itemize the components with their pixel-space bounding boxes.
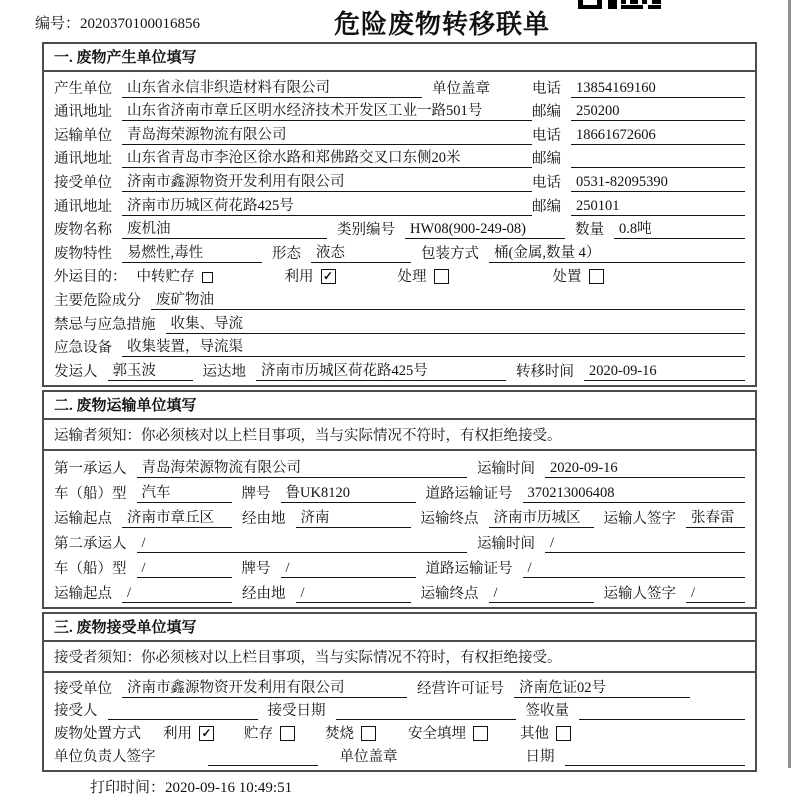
- form-row: [54, 720, 745, 743]
- via-label: 经由地: [242, 585, 286, 602]
- form-row: [54, 263, 745, 287]
- destination-label: 运达地: [202, 363, 246, 380]
- first-plate-number-value: 鲁UK8120: [281, 481, 416, 503]
- endpoint-label: 运输终点: [420, 510, 479, 527]
- quantity-label: 数量: [575, 222, 604, 239]
- plate-number-label: 牌号: [241, 485, 271, 502]
- print-time-value: 2020-09-16 10:49:51: [165, 779, 293, 796]
- checkbox-treat: [434, 269, 449, 284]
- first-endpoint-value: 济南市历城区: [489, 506, 594, 528]
- section3-rows: [44, 673, 755, 770]
- packing-label: 包装方式: [421, 245, 479, 262]
- second-origin-value: /: [122, 585, 232, 603]
- disposal-option-label: 贮存: [244, 726, 273, 743]
- purpose-label: 外运目的：: [54, 269, 127, 286]
- license-label: 经营许可证号: [417, 680, 504, 697]
- checkbox-dispose: [589, 269, 604, 284]
- disposal-option-other: [520, 722, 571, 743]
- form-row: [54, 553, 745, 578]
- road-permit-label: 道路运输证号: [425, 560, 513, 577]
- vehicle-type-label: 车（船）型: [54, 485, 127, 502]
- section1-rows: [44, 72, 755, 385]
- receive-date-value: [336, 702, 516, 720]
- first-transport-time-value: 2020-09-16: [545, 460, 745, 478]
- waste-name-value: 废机油: [122, 217, 327, 239]
- checkbox-transfer-storage: [202, 272, 213, 283]
- consignor-value: 郭玉波: [108, 359, 193, 381]
- purpose-option-dispose: [553, 265, 604, 286]
- section2-heading: 二. 废物运输单位填写: [44, 392, 755, 420]
- equipment-label: 应急设备: [54, 340, 112, 357]
- receiver-address-value: 济南市历城区荷花路425号: [122, 194, 532, 216]
- via-label: 经由地: [242, 510, 286, 527]
- transporter-notice: 运输者须知：你必须核对以上栏目事项，当与实际情况不符时，有权拒绝接受。: [44, 420, 755, 451]
- phone-label: 电话: [532, 174, 561, 191]
- responsible-sign-label: 单位负责人签字: [54, 748, 156, 765]
- producer-zip-value: 250200: [571, 103, 745, 121]
- document-number: [35, 12, 200, 33]
- print-time-label: 打印时间：: [90, 779, 166, 796]
- category-value: HW08(900-249-08): [405, 221, 565, 239]
- carrier-sign-label: 运输人签字: [603, 585, 676, 602]
- transport-time-label: 运输时间: [477, 460, 535, 477]
- form-row: [54, 675, 745, 698]
- transporter-phone-value: 18661672606: [571, 127, 745, 145]
- qr-code-fragment: [578, 0, 663, 10]
- checkbox-disposal-landfill: [473, 726, 488, 741]
- transfer-time-label: 转移时间: [516, 363, 574, 380]
- form-body: [42, 42, 757, 797]
- checkbox-utilize: ✓: [321, 269, 336, 284]
- transport-time-label: 运输时间: [477, 535, 535, 552]
- form-row: [54, 528, 745, 553]
- producer-value: 山东省永信非织造材料有限公司: [122, 76, 422, 98]
- purpose-option-label: 处置: [552, 269, 582, 286]
- form-row: [54, 286, 745, 310]
- phone-label: 电话: [532, 127, 561, 144]
- document-number-value: 2020370100016856: [80, 16, 201, 32]
- purpose-option-label: 中转贮存: [136, 269, 195, 286]
- purpose-option-utilize: [285, 265, 336, 286]
- second-carrier-sign-value: /: [686, 585, 745, 603]
- form-row: [54, 145, 745, 169]
- first-carrier-sign-value: 张春雷: [686, 506, 745, 528]
- form-row: [54, 503, 745, 528]
- address-label: 通讯地址: [54, 104, 112, 121]
- vehicle-type-label: 车（船）型: [54, 560, 127, 577]
- unit-seal-label: 单位盖章: [339, 748, 398, 765]
- character-value: 易燃性,毒性: [122, 241, 262, 263]
- origin-label: 运输起点: [54, 585, 112, 602]
- receiver-person-label: 接受人: [54, 703, 98, 720]
- second-endpoint-value: /: [489, 585, 594, 603]
- zip-label: 邮编: [532, 151, 561, 168]
- document-number-label: 编号：: [35, 16, 81, 32]
- form-row: [54, 216, 745, 240]
- receiving-unit-value: 济南市鑫源物资开发利用有限公司: [122, 676, 407, 698]
- transporter-value: 青岛海荣源物流有限公司: [122, 123, 532, 145]
- category-label: 类别编号: [337, 222, 395, 239]
- disposal-option-incinerate: [325, 722, 376, 743]
- receiver-label: 接受单位: [54, 174, 112, 191]
- page-title: 危险废物转移联单: [334, 10, 551, 39]
- transporter-address-value: 山东省青岛市李沧区徐水路和郑佛路交叉口东侧20米: [122, 146, 532, 168]
- section1-heading: 一. 废物产生单位填写: [44, 44, 755, 72]
- second-plate-number-value: /: [281, 560, 416, 578]
- quantity-value: 0.8吨: [614, 217, 745, 239]
- second-via-value: /: [296, 585, 411, 603]
- section-producer: [42, 42, 757, 387]
- destination-value: 济南市历城区荷花路425号: [256, 359, 506, 381]
- disposal-option-label: 利用: [163, 726, 192, 743]
- road-permit-label: 道路运输证号: [425, 485, 513, 502]
- form-row: [54, 334, 745, 358]
- hazard-label: 主要危险成分: [54, 292, 141, 309]
- checkbox-disposal-store: [280, 726, 295, 741]
- received-qty-value: [579, 702, 745, 720]
- license-value: 济南危证02号: [514, 676, 690, 698]
- second-carrier-value: /: [137, 535, 468, 553]
- disposal-option-label: 安全填埋: [408, 726, 466, 743]
- seal-date-value: [565, 748, 746, 766]
- transporter-label: 运输单位: [54, 127, 112, 144]
- form-row: [54, 453, 745, 478]
- first-road-permit-value: 370213006408: [523, 485, 746, 503]
- receiver-notice: 接受者须知：你必须核对以上栏目事项，当与实际情况不符时，有权拒绝接受。: [44, 642, 755, 673]
- zip-label: 邮编: [532, 104, 561, 121]
- section-receiver: [42, 612, 757, 772]
- form-state-value: 液态: [311, 241, 411, 263]
- form-row: [54, 98, 745, 122]
- phone-label: 电话: [532, 80, 561, 97]
- form-row: [54, 121, 745, 145]
- disposal-option-utilize: [163, 722, 214, 743]
- packing-value: 桶(金属,数量 4）: [489, 241, 745, 263]
- form-row: [54, 310, 745, 334]
- equipment-value: 收集装置，导流渠: [122, 335, 745, 357]
- first-carrier-label: 第一承运人: [54, 460, 127, 477]
- waste-name-label: 废物名称: [54, 222, 112, 239]
- page-edge-line: [788, 0, 791, 768]
- receiver-person-value: [108, 702, 258, 720]
- print-time: [90, 776, 757, 797]
- receiver-zip-value: 250101: [571, 198, 745, 216]
- plate-number-label: 牌号: [241, 560, 271, 577]
- first-origin-value: 济南市章丘区: [122, 506, 232, 528]
- purpose-option-label: 利用: [284, 269, 314, 286]
- section2-rows: [44, 451, 755, 607]
- producer-phone-value: 13854169160: [571, 80, 745, 98]
- address-label: 通讯地址: [54, 151, 112, 168]
- emergency-value: 收集、导流: [166, 312, 746, 334]
- section3-heading: 三. 废物接受单位填写: [44, 614, 755, 642]
- disposal-option-label: 焚烧: [325, 726, 354, 743]
- form-row: [54, 192, 745, 216]
- second-carrier-label: 第二承运人: [54, 535, 127, 552]
- form-row: [54, 168, 745, 192]
- form-row: [54, 478, 745, 503]
- transporter-zip-value: [571, 150, 745, 168]
- disposal-option-store: [244, 722, 295, 743]
- received-qty-label: 签收量: [525, 703, 569, 720]
- first-carrier-value: 青岛海荣源物流有限公司: [137, 456, 468, 478]
- transfer-time-value: 2020-09-16: [584, 363, 745, 381]
- checkbox-disposal-other: [556, 726, 571, 741]
- checkbox-disposal-utilize: ✓: [199, 726, 214, 741]
- form-row: [54, 698, 745, 721]
- purpose-option-treat: [398, 265, 449, 286]
- second-vehicle-type-value: /: [137, 560, 232, 578]
- consignor-label: 发运人: [54, 363, 98, 380]
- form-state-label: 形态: [272, 245, 301, 262]
- second-transport-time-value: /: [545, 535, 745, 553]
- document-header: [0, 0, 796, 42]
- zip-label: 邮编: [532, 198, 561, 215]
- address-label: 通讯地址: [54, 198, 112, 215]
- disposal-method-label: 废物处置方式: [54, 726, 141, 743]
- receiving-unit-label: 接受单位: [54, 680, 112, 697]
- seal-date-label: 日期: [525, 748, 555, 765]
- first-via-value: 济南: [296, 506, 411, 528]
- disposal-option-label: 其他: [520, 726, 549, 743]
- disposal-option-landfill: [408, 722, 488, 743]
- producer-address-value: 山东省济南市章丘区明水经济技术开发区工业一路501号: [122, 99, 532, 121]
- checkbox-disposal-incinerate: [361, 726, 376, 741]
- unit-seal-label: 单位盖章: [432, 80, 490, 97]
- form-row: [54, 357, 745, 381]
- section-transporter: [42, 390, 757, 609]
- second-road-permit-value: /: [523, 560, 746, 578]
- producer-label: 产生单位: [54, 80, 112, 97]
- endpoint-label: 运输终点: [420, 585, 479, 602]
- origin-label: 运输起点: [54, 510, 112, 527]
- emergency-label: 禁忌与应急措施: [54, 316, 156, 333]
- form-row: [54, 743, 745, 766]
- hazard-value: 废矿物油: [151, 288, 745, 310]
- receiver-phone-value: 0531-82095390: [571, 174, 745, 192]
- purpose-option-transfer-storage: [137, 265, 213, 286]
- purpose-option-label: 处理: [397, 269, 427, 286]
- receive-date-label: 接受日期: [267, 703, 326, 720]
- form-row: [54, 578, 745, 603]
- form-row: [54, 239, 745, 263]
- character-label: 废物特性: [54, 245, 112, 262]
- carrier-sign-label: 运输人签字: [603, 510, 676, 527]
- form-row: [54, 74, 745, 98]
- first-vehicle-type-value: 汽车: [137, 481, 232, 503]
- responsible-sign-value: [208, 748, 318, 766]
- receiver-value: 济南市鑫源物资开发利用有限公司: [122, 170, 532, 192]
